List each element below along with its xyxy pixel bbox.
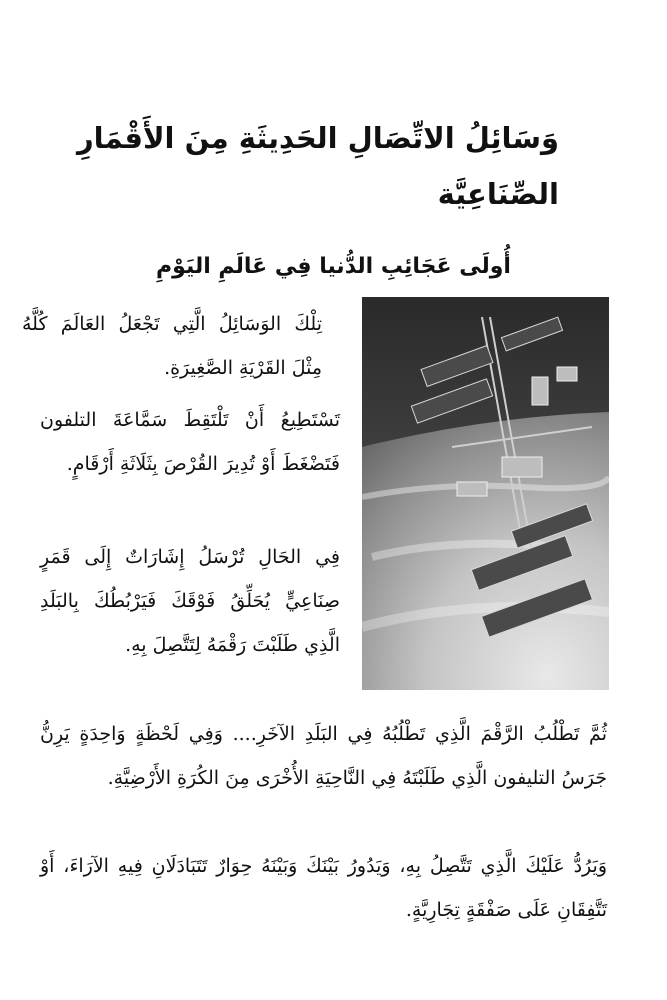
satellite-photo [362, 297, 609, 690]
paragraph-2: تَسْتَطِيعُ أَنْ تَلْتَقِطَ سَمَّاعَةَ التلفون فَتَضْغَطَ أَوْ تُدِيرَ القُرْصَ بِثَلَاثَةِ أَرْقَامٍ. [40, 409, 340, 475]
paragraph-3: فِي الحَالِ تُرْسَلُ إِشَارَاتٌ إِلَى قَمَرٍ صِنَاعِيٍّ يُحَلِّقُ فَوْقَكَ فَيَرْبُطُكَ بِالبَلَدِ الَّذِي طَلَبْتَ رَقْمَهُ لِتَتَّصِلَ بِهِ. [40, 546, 340, 656]
section-subtitle: أُولَى عَجَائِبِ الدُّنيا فِي عَالَمِ اليَوْمِ [156, 254, 511, 279]
paragraph-1: تِلْكَ الوَسَائِلُ الَّتِي تَجْعَلُ العَالَمَ كُلَّهُ مِثْلَ القَرْيَةِ الصَّغِيرَةِ. [22, 313, 322, 379]
paragraph-5: وَيَرُدُّ عَلَيْكَ الَّذِي تَتَّصِلُ بِهِ، وَيَدُورُ بَيْنَكَ وَبَيْنَهُ حِوَارٌ تَتَبَادَلَانِ فِيهِ الآرَاءَ، أَوْ تَتَّفِقَانِ عَلَى صَفْقَةٍ تِجَارِيَّةٍ. [40, 855, 607, 921]
page-title: وَسَائِلُ الاتِّصَالِ الحَدِيثَةِ مِنَ الأَقْمَارِ الصِّنَاعِيَّة [76, 121, 559, 211]
paragraph-4: ثُمَّ تَطْلُبُ الرَّقْمَ الَّذِي تَطْلُبُهُ فِي البَلَدِ الآخَرِ.... وَفِي لَحْظَةٍ وَاحِدَةٍ يَرِنُّ جَرَسُ التليفون الَّذِي طَلَبْتَهُ فِي النَّاحِيَةِ الأُخْرَى مِنَ الكُرَةِ الأَرْضِيَّةِ. [40, 723, 607, 789]
satellite-space-station-photo-icon [362, 297, 609, 690]
